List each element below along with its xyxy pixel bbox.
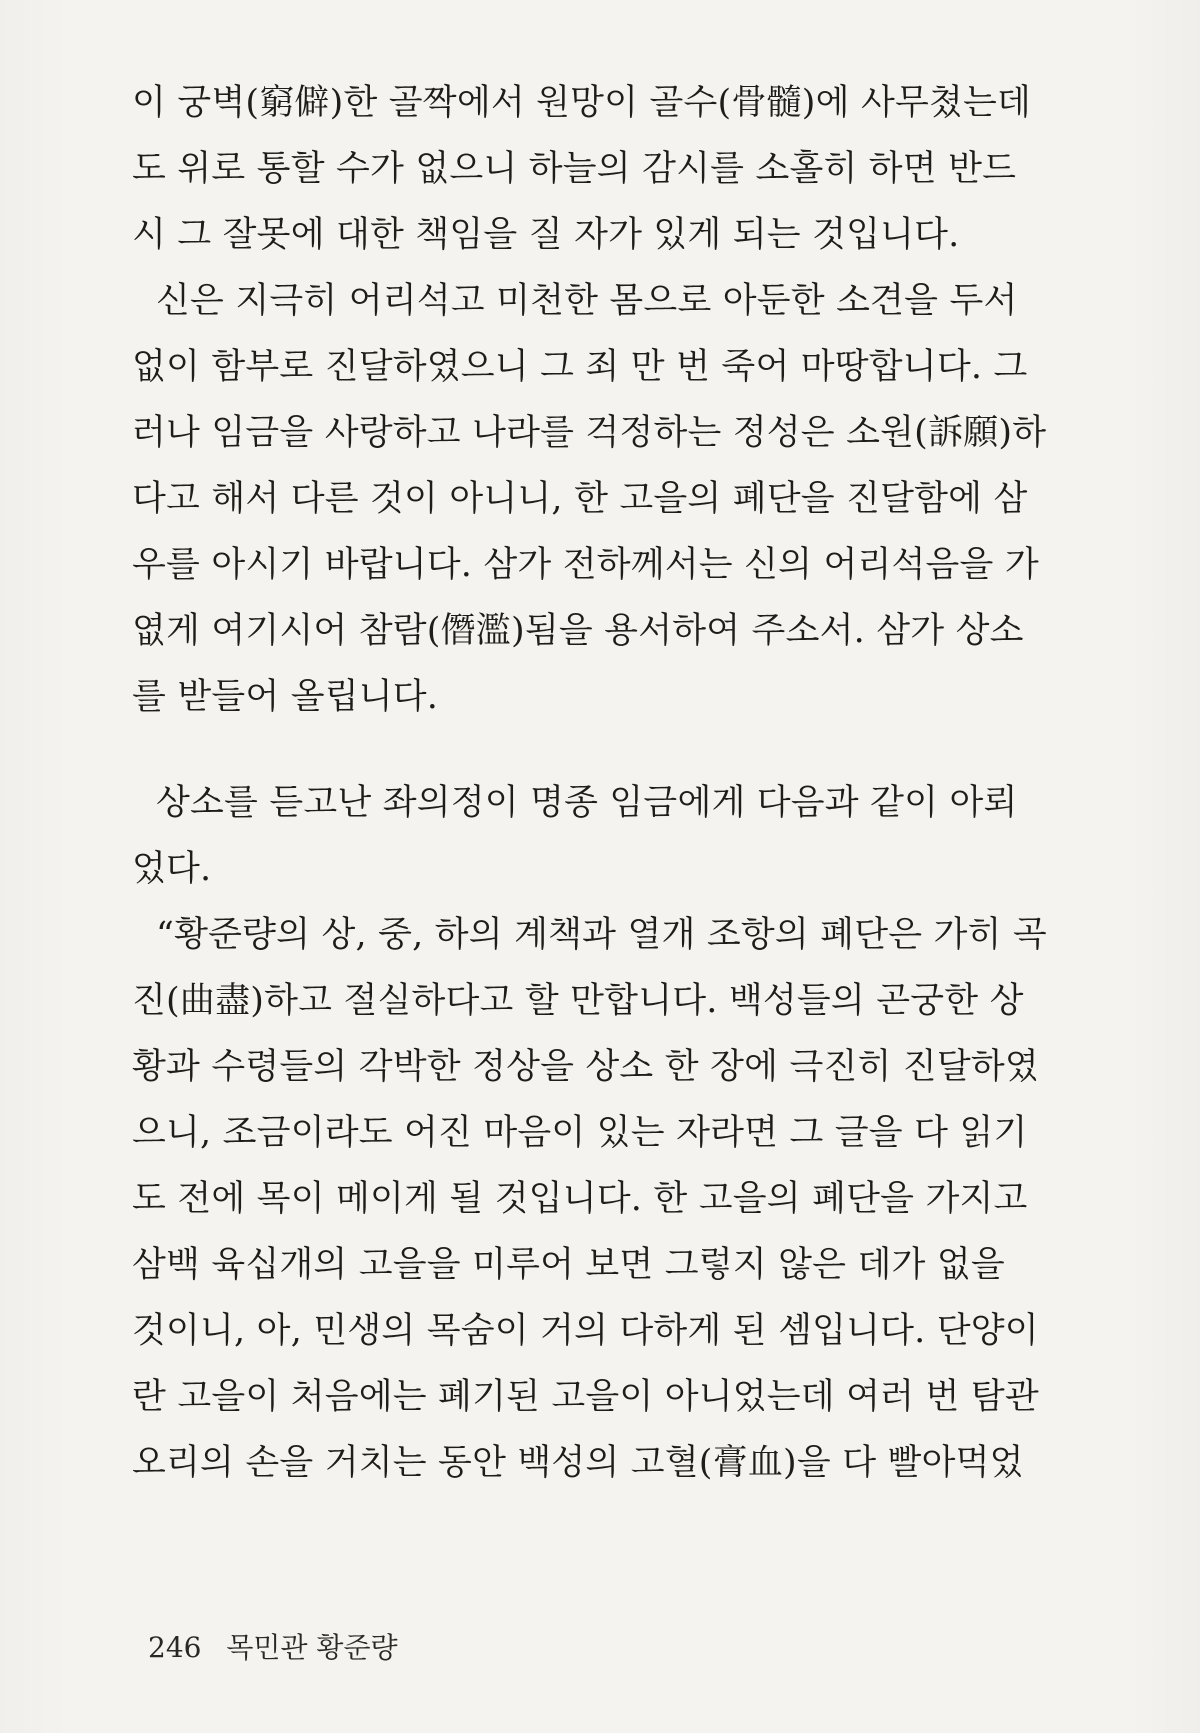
text-line: 진(曲盡)하고 절실하다고 할 만합니다. 백성들의 곤궁한 상 <box>132 981 1024 1021</box>
text-line: 으니, 조금이라도 어진 마음이 있는 자라면 그 글을 다 읽기 <box>132 1113 1028 1153</box>
text-line: 상소를 듣고난 좌의정이 명종 임금에게 다음과 같이 아뢰 <box>156 783 1018 823</box>
text-line: 었다. <box>132 849 212 889</box>
text-line: 신은 지극히 어리석고 미천한 몸으로 아둔한 소견을 두서 <box>156 281 1018 321</box>
text-line: 없이 함부로 진달하였으니 그 죄 만 번 죽어 마땅합니다. 그 <box>132 347 1028 387</box>
text-line: 다고 해서 다른 것이 아니니, 한 고을의 폐단을 진달함에 삼 <box>132 479 1028 519</box>
page-number: 246 <box>148 1631 202 1664</box>
text-line: 러나 임금을 사랑하고 나라를 걱정하는 정성은 소원(訴願)하 <box>132 413 1047 453</box>
text-line: 란 고을이 처음에는 폐기된 고을이 아니었는데 여러 번 탐관 <box>132 1377 1039 1417</box>
page-footer <box>148 1628 398 1668</box>
paragraph-gap <box>132 730 1092 770</box>
text-line: 것이니, 아, 민생의 목숨이 거의 다하게 된 셈입니다. 단양이 <box>132 1311 1039 1351</box>
text-line: “황준량의 상, 중, 하의 계책과 열개 조항의 폐단은 가히 곡 <box>156 915 1047 955</box>
text-line: 도 위로 통할 수가 없으니 하늘의 감시를 소홀히 하면 반드 <box>132 149 1017 189</box>
text-line: 엾게 여기시어 참람(僭濫)됨을 용서하여 주소서. 삼가 상소 <box>132 611 1024 651</box>
text-line: 황과 수령들의 각박한 정상을 상소 한 장에 극진히 진달하였 <box>132 1047 1039 1087</box>
text-line: 이 궁벽(窮僻)한 골짝에서 원망이 골수(骨髓)에 사무쳤는데 <box>132 83 1032 123</box>
book-title: 목민관 황준량 <box>226 1631 398 1664</box>
text-line: 도 전에 목이 메이게 될 것입니다. 한 고을의 폐단을 가지고 <box>132 1179 1028 1219</box>
text-line: 시 그 잘못에 대한 책임을 질 자가 있게 되는 것입니다. <box>132 215 960 255</box>
text-line: 삼백 육십개의 고을을 미루어 보면 그렇지 않은 데가 없을 <box>132 1245 1005 1285</box>
text-line: 오리의 손을 거치는 동안 백성의 고혈(膏血)을 다 빨아먹었 <box>132 1443 1024 1483</box>
body-text <box>132 70 1092 1496</box>
text-line: 를 받들어 올립니다. <box>132 677 439 717</box>
text-line: 우를 아시기 바랍니다. 삼가 전하께서는 신의 어리석음을 가 <box>132 545 1039 585</box>
